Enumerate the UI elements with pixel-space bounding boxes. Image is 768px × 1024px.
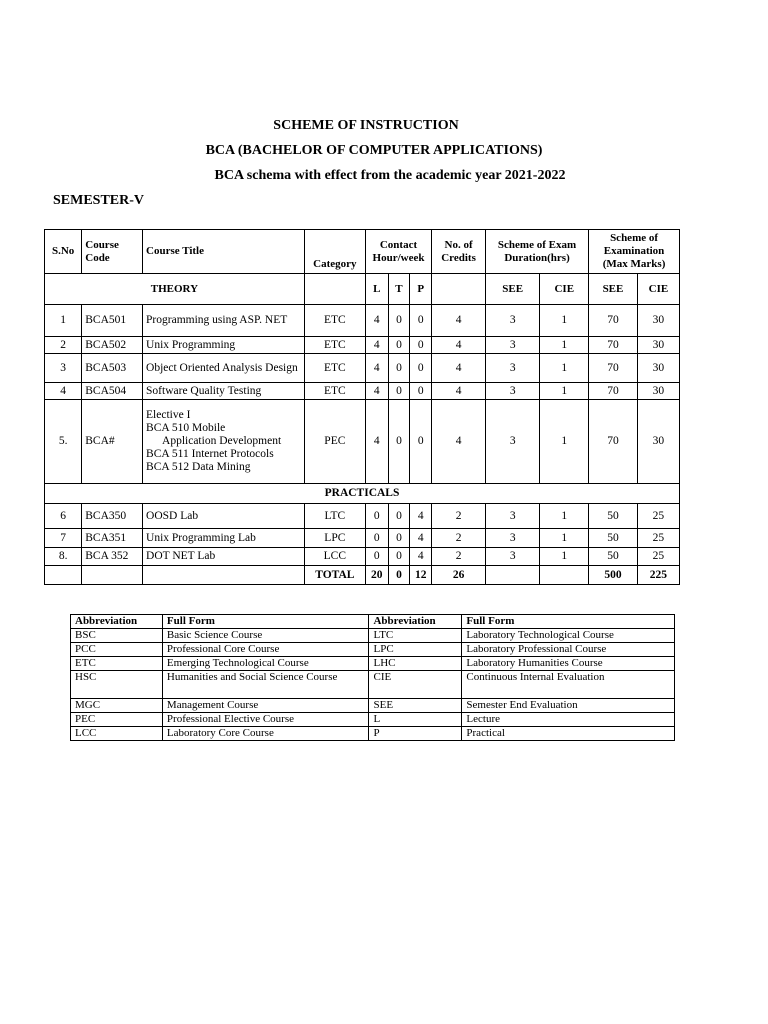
full-form-cell: Humanities and Social Science Course (162, 671, 369, 699)
full-form-cell: Practical (462, 727, 675, 741)
cie-duration-cell: 1 (540, 400, 589, 484)
table-row (71, 629, 675, 643)
see-marks-cell: 70 (589, 354, 638, 383)
abbreviation-cell: MGC (71, 699, 163, 713)
tutorial-hours-cell: 0 (388, 548, 410, 566)
sno-cell: 1 (45, 305, 82, 337)
full-form-cell: Emerging Technological Course (162, 657, 369, 671)
see-marks-cell: 50 (589, 504, 638, 529)
heading-scheme: SCHEME OF INSTRUCTION (273, 118, 459, 133)
cie-duration-cell: 1 (540, 548, 589, 566)
cie-marks-cell: 30 (637, 305, 679, 337)
header-cie-marks: CIE (637, 274, 679, 305)
abbr-header-abbreviation: Abbreviation (71, 615, 163, 629)
abbreviation-cell: CIE (369, 671, 462, 699)
see-duration-cell: 3 (485, 400, 539, 484)
full-form-cell: Lecture (462, 713, 675, 727)
lecture-hours-cell: 4 (365, 337, 388, 354)
total-L: 20 (365, 566, 388, 585)
header-P: P (410, 274, 432, 305)
practical-hours-cell: 4 (410, 504, 432, 529)
empty-cell (432, 274, 486, 305)
full-form-cell: Laboratory Humanities Course (462, 657, 675, 671)
cie-marks-cell: 30 (637, 354, 679, 383)
credits-cell: 2 (432, 529, 486, 548)
credits-cell: 2 (432, 504, 486, 529)
header-course-title: Course Title (143, 230, 305, 274)
see-marks-cell: 50 (589, 529, 638, 548)
practical-hours-cell: 4 (410, 529, 432, 548)
header-contact-hours: Contact Hour/week (365, 230, 431, 274)
header-see-duration: SEE (485, 274, 539, 305)
category-cell: PEC (304, 400, 365, 484)
see-marks-cell: 70 (589, 337, 638, 354)
full-form-cell: Laboratory Professional Course (462, 643, 675, 657)
category-cell: ETC (304, 305, 365, 337)
credits-cell: 4 (432, 305, 486, 337)
tutorial-hours-cell: 0 (388, 305, 410, 337)
course-code-cell: BCA# (82, 400, 143, 484)
cie-duration-cell: 1 (540, 383, 589, 400)
lecture-hours-cell: 4 (365, 354, 388, 383)
sno-cell: 2 (45, 337, 82, 354)
table-row (71, 643, 675, 657)
abbreviation-cell: ETC (71, 657, 163, 671)
header-course-code: Course Code (82, 230, 143, 274)
cie-marks-cell: 25 (637, 504, 679, 529)
course-code-cell: BCA501 (82, 305, 143, 337)
table-row (71, 713, 675, 727)
header-sno: S.No (45, 230, 82, 274)
tutorial-hours-cell: 0 (388, 529, 410, 548)
abbreviation-cell: LCC (71, 727, 163, 741)
cie-duration-cell: 1 (540, 504, 589, 529)
table-row (71, 671, 675, 699)
scheme-table (44, 229, 680, 585)
lecture-hours-cell: 4 (365, 305, 388, 337)
category-cell: ETC (304, 383, 365, 400)
cie-marks-cell: 30 (637, 337, 679, 354)
full-form-cell: Laboratory Core Course (162, 727, 369, 741)
cie-marks-cell: 25 (637, 529, 679, 548)
full-form-cell: Laboratory Technological Course (462, 629, 675, 643)
empty-cell (485, 566, 539, 585)
cie-duration-cell: 1 (540, 529, 589, 548)
full-form-cell: Basic Science Course (162, 629, 369, 643)
credits-cell: 4 (432, 400, 486, 484)
course-code-cell: BCA504 (82, 383, 143, 400)
course-title-cell: Unix Programming (143, 337, 305, 354)
empty-cell (45, 566, 82, 585)
total-row (45, 566, 680, 585)
header-examination-marks: Scheme of Examination (Max Marks) (589, 230, 680, 274)
heading-program: BCA (BACHELOR OF COMPUTER APPLICATIONS) (205, 143, 543, 158)
header-cie-duration: CIE (540, 274, 589, 305)
table-row (45, 400, 680, 484)
course-code-cell: BCA351 (82, 529, 143, 548)
semester-label: SEMESTER-V (53, 193, 145, 208)
full-form-cell: Professional Core Course (162, 643, 369, 657)
table-row (45, 337, 680, 354)
course-title-line: BCA 511 Internet Protocols (146, 448, 274, 460)
tutorial-hours-cell: 0 (388, 383, 410, 400)
abbreviation-table (70, 614, 675, 741)
see-duration-cell: 3 (485, 337, 539, 354)
practicals-label: PRACTICALS (45, 484, 680, 504)
category-cell: LTC (304, 504, 365, 529)
table-row (45, 383, 680, 400)
tutorial-hours-cell: 0 (388, 504, 410, 529)
full-form-cell: Management Course (162, 699, 369, 713)
course-title-cell: Object Oriented Analysis Design (143, 354, 305, 383)
practical-hours-cell: 0 (410, 354, 432, 383)
abbreviation-cell: HSC (71, 671, 163, 699)
total-label: TOTAL (304, 566, 365, 585)
abbr-header-full-form: Full Form (462, 615, 675, 629)
tutorial-hours-cell: 0 (388, 337, 410, 354)
total-cie-marks: 225 (637, 566, 679, 585)
full-form-cell: Professional Elective Course (162, 713, 369, 727)
total-T: 0 (388, 566, 410, 585)
see-marks-cell: 50 (589, 548, 638, 566)
header-see-marks: SEE (589, 274, 638, 305)
sno-cell: 3 (45, 354, 82, 383)
table-row (45, 305, 680, 337)
header-T: T (388, 274, 410, 305)
header-credits: No. of Credits (432, 230, 486, 274)
abbreviation-cell: LHC (369, 657, 462, 671)
table-row (71, 699, 675, 713)
course-title-line: BCA 510 Mobile (146, 422, 226, 434)
credits-cell: 4 (432, 383, 486, 400)
cie-duration-cell: 1 (540, 337, 589, 354)
practical-hours-cell: 0 (410, 400, 432, 484)
abbreviation-cell: SEE (369, 699, 462, 713)
cie-marks-cell: 30 (637, 383, 679, 400)
full-form-cell: Continuous Internal Evaluation (462, 671, 675, 699)
see-duration-cell: 3 (485, 305, 539, 337)
category-cell: LPC (304, 529, 365, 548)
abbreviation-cell: LTC (369, 629, 462, 643)
see-duration-cell: 3 (485, 383, 539, 400)
see-duration-cell: 3 (485, 529, 539, 548)
see-marks-cell: 70 (589, 383, 638, 400)
table-row (45, 504, 680, 529)
lecture-hours-cell: 0 (365, 529, 388, 548)
see-marks-cell: 70 (589, 305, 638, 337)
see-duration-cell: 3 (485, 504, 539, 529)
credits-cell: 4 (432, 337, 486, 354)
empty-cell (82, 566, 143, 585)
course-title-cell: OOSD Lab (143, 504, 305, 529)
table-row (71, 657, 675, 671)
practical-hours-cell: 4 (410, 548, 432, 566)
table-row (45, 529, 680, 548)
sno-cell: 7 (45, 529, 82, 548)
credits-cell: 2 (432, 548, 486, 566)
course-code-cell: BCA 352 (82, 548, 143, 566)
practical-hours-cell: 0 (410, 383, 432, 400)
practical-hours-cell: 0 (410, 305, 432, 337)
course-code-cell: BCA503 (82, 354, 143, 383)
see-marks-cell: 70 (589, 400, 638, 484)
full-form-cell: Semester End Evaluation (462, 699, 675, 713)
total-see-marks: 500 (589, 566, 638, 585)
see-duration-cell: 3 (485, 354, 539, 383)
credits-cell: 4 (432, 354, 486, 383)
cie-duration-cell: 1 (540, 305, 589, 337)
heading-academic-year: BCA schema with effect from the academic year 2021-2022 (214, 168, 566, 183)
abbreviation-cell: PCC (71, 643, 163, 657)
lecture-hours-cell: 4 (365, 400, 388, 484)
table-row (45, 548, 680, 566)
header-L: L (365, 274, 388, 305)
course-title-line: BCA 512 Data Mining (146, 461, 251, 473)
see-duration-cell: 3 (485, 548, 539, 566)
table-row (45, 354, 680, 383)
lecture-hours-cell: 0 (365, 548, 388, 566)
course-title-cell: Unix Programming Lab (143, 529, 305, 548)
cie-marks-cell: 30 (637, 400, 679, 484)
sno-cell: 4 (45, 383, 82, 400)
tutorial-hours-cell: 0 (388, 354, 410, 383)
course-code-cell: BCA502 (82, 337, 143, 354)
abbr-header-full-form: Full Form (162, 615, 369, 629)
category-cell: ETC (304, 337, 365, 354)
header-category: Category (304, 230, 365, 274)
course-title-line: Application Development (162, 435, 282, 447)
empty-cell (143, 566, 305, 585)
abbr-header-abbreviation: Abbreviation (369, 615, 462, 629)
abbreviation-cell: LPC (369, 643, 462, 657)
empty-cell (304, 274, 365, 305)
cie-marks-cell: 25 (637, 548, 679, 566)
sno-cell: 6 (45, 504, 82, 529)
course-title-cell (143, 400, 305, 484)
course-title-cell: DOT NET Lab (143, 548, 305, 566)
tutorial-hours-cell: 0 (388, 400, 410, 484)
category-cell: LCC (304, 548, 365, 566)
table-row (71, 727, 675, 741)
abbreviation-cell: BSC (71, 629, 163, 643)
abbreviation-cell: L (369, 713, 462, 727)
cie-duration-cell: 1 (540, 354, 589, 383)
course-code-cell: BCA350 (82, 504, 143, 529)
course-title-cell: Software Quality Testing (143, 383, 305, 400)
category-cell: ETC (304, 354, 365, 383)
course-title-line: Elective I (146, 409, 191, 421)
lecture-hours-cell: 4 (365, 383, 388, 400)
total-credits: 26 (432, 566, 486, 585)
sno-cell: 5. (45, 400, 82, 484)
practical-hours-cell: 0 (410, 337, 432, 354)
header-theory: THEORY (45, 274, 305, 305)
abbreviation-cell: P (369, 727, 462, 741)
abbreviation-cell: PEC (71, 713, 163, 727)
lecture-hours-cell: 0 (365, 504, 388, 529)
sno-cell: 8. (45, 548, 82, 566)
header-exam-duration: Scheme of Exam Duration(hrs) (485, 230, 588, 274)
empty-cell (540, 566, 589, 585)
course-title-cell: Programming using ASP. NET (143, 305, 305, 337)
total-P: 12 (410, 566, 432, 585)
